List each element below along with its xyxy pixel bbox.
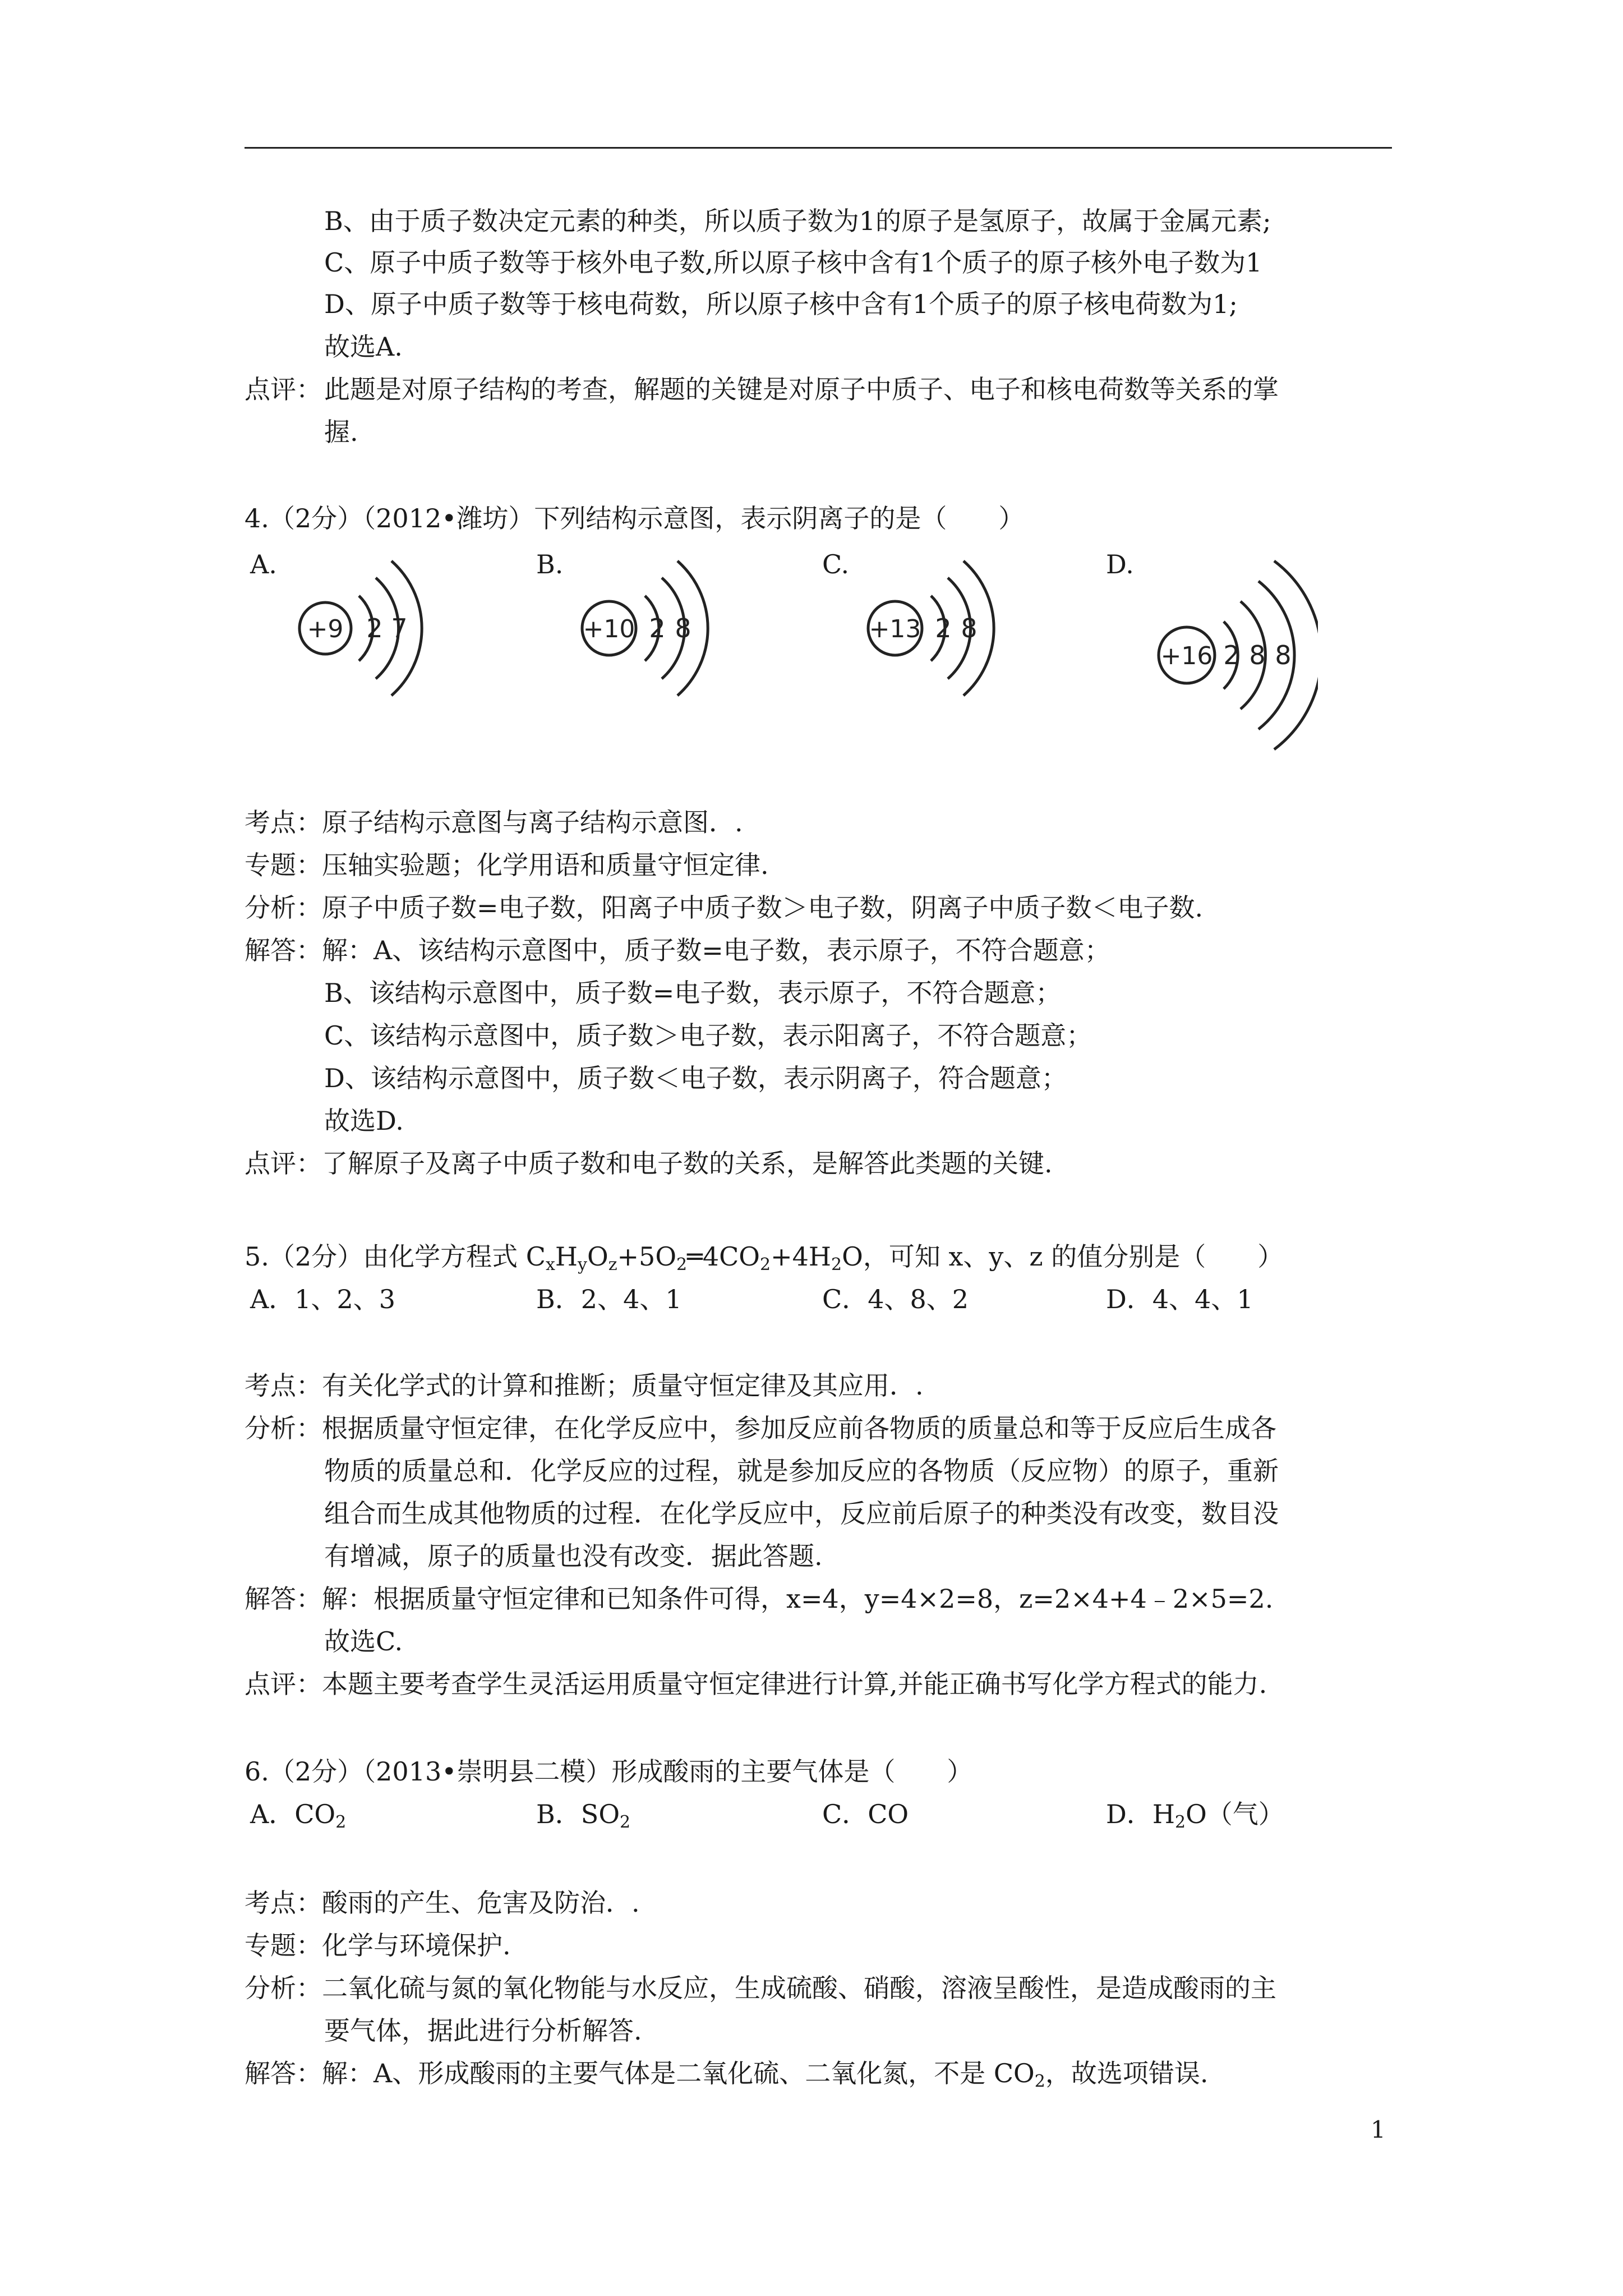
q3-comment-line-1: 此题是对原子结构的考查，解题的关键是对原子中质子、电子和核电荷数等关系的掌 xyxy=(324,374,1279,404)
shell-electron-count-1: 2 xyxy=(935,613,952,643)
q6-fenxi-1: 分析：二氧化硫与氮的氧化物能与水反应，生成硫酸、硝酸，溶液呈酸性，是造成酸雨的主 xyxy=(245,1973,1276,2003)
atom-diagram-a xyxy=(292,539,426,718)
q5-option-c: C．4、8、2 xyxy=(822,1284,969,1314)
nucleus-charge: +10 xyxy=(583,615,635,643)
nucleus-charge: +13 xyxy=(869,615,921,643)
q5-stem: 5.（2分）由化学方程式 $C_xH_yO_z+5O_2═4CO_2+4H_2O$，可知 x、y、z 的值分别是（ ） xyxy=(245,1241,1284,1274)
q4-jieda-c: C、该结构示意图中，质子数＞电子数，表示阳离子，不符合题意； xyxy=(324,1020,1092,1051)
q3-option-b-explanation: B、由于质子数决定元素的种类，所以质子数为1的原子是氢原子，故属于金属元素; xyxy=(324,206,1271,236)
q6-option-b: B．$SO_2$ xyxy=(536,1799,631,1832)
q6-fenxi-2: 要气体，据此进行分析解答. xyxy=(324,2016,642,2046)
q3-comment-line-2: 握. xyxy=(324,417,358,447)
q5-fenxi-3: 组合而生成其他物质的过程．在化学反应中，反应前后原子的种类没有改变，数目没 xyxy=(324,1498,1279,1529)
q4-jieda: 解答：解：A、该结构示意图中，质子数=电子数，表示原子，不符合题意； xyxy=(245,935,1110,965)
q4-jieda-d: D、该结构示意图中，质子数＜电子数，表示阴离子，符合题意； xyxy=(324,1063,1067,1093)
q6-zhuanti: 专题：化学与环境保护. xyxy=(245,1930,511,1961)
q5-option-b: B．2、4、1 xyxy=(536,1284,682,1314)
page-number: 1 xyxy=(1371,2116,1386,2143)
q4-dianping: 点评：了解原子及离子中质子数和电子数的关系，是解答此类题的关键. xyxy=(245,1148,1053,1179)
shell-electron-count-3: 8 xyxy=(1275,640,1292,670)
atom-diagram-b xyxy=(578,539,712,718)
q4-option-c-letter: C. xyxy=(822,549,850,579)
q5-option-a: A．1、2、3 xyxy=(250,1284,396,1314)
q4-stem: 4.（2分）（2012•潍坊）下列结构示意图，表示阴离子的是（ ） xyxy=(245,503,1025,533)
q5-fenxi-4: 有增减，原子的质量也没有改变．据此答题. xyxy=(324,1541,823,1571)
q4-zhuanti: 专题：压轴实验题；化学用语和质量守恒定律. xyxy=(245,850,769,880)
q4-fenxi: 分析：原子中质子数=电子数，阳离子中质子数＞电子数，阴离子中质子数＜电子数. xyxy=(245,892,1204,923)
q4-kaodian: 考点：原子结构示意图与离子结构示意图．. xyxy=(245,807,743,838)
shell-electron-count-2: 8 xyxy=(1249,640,1266,670)
q6-stem: 6.（2分）（2013•崇明县二模）形成酸雨的主要气体是（ ） xyxy=(245,1756,973,1787)
shell-electron-count-1: 2 xyxy=(366,613,383,643)
q5-option-d: D．4、4、1 xyxy=(1106,1284,1253,1314)
q4-jieda-b: B、该结构示意图中，质子数=电子数，表示原子，不符合题意； xyxy=(324,978,1062,1008)
q3-answer: 故选A. xyxy=(324,332,403,362)
atom-diagram-d xyxy=(1150,539,1318,763)
q5-fenxi-1: 分析：根据质量守恒定律，在化学反应中，参加反应前各物质的质量总和等于反应后生成各 xyxy=(245,1413,1276,1443)
q6-option-d: D．$H_2O$（气） xyxy=(1106,1799,1284,1832)
q5-fenxi-2: 物质的质量总和．化学反应的过程，就是参加反应的各物质（反应物）的原子，重新 xyxy=(324,1456,1279,1486)
q4-option-b-letter: B. xyxy=(536,549,564,579)
q4-option-a-letter: A. xyxy=(250,549,277,579)
nucleus-charge: +16 xyxy=(1160,642,1213,670)
q5-answer: 故选C. xyxy=(324,1626,403,1657)
shell-electron-count-2: 7 xyxy=(391,613,408,643)
q3-option-d-explanation: D、原子中质子数等于核电荷数，所以原子核中含有1个质子的原子核电荷数为1; xyxy=(324,289,1238,319)
atom-diagram-c xyxy=(864,539,998,718)
q4-answer: 故选D. xyxy=(324,1106,404,1136)
q5-kaodian: 考点：有关化学式的计算和推断；质量守恒定律及其应用．. xyxy=(245,1370,924,1401)
q4-option-d-letter: D. xyxy=(1106,549,1134,579)
q3-comment-label: 点评： xyxy=(245,374,322,404)
q3-option-c-explanation: C、原子中质子数等于核外电子数,所以原子核中含有1个质子的原子核外电子数为1 xyxy=(324,247,1262,278)
q6-option-c: C．CO xyxy=(822,1799,909,1829)
q6-option-a: A．$CO_2$ xyxy=(250,1799,347,1832)
nucleus-charge: +9 xyxy=(307,615,344,643)
shell-electron-count-1: 2 xyxy=(1223,640,1240,670)
q5-dianping: 点评：本题主要考查学生灵活运用质量守恒定律进行计算,并能正确书写化学方程式的能力. xyxy=(245,1669,1267,1699)
shell-electron-count-1: 2 xyxy=(649,613,666,643)
shell-electron-count-2: 8 xyxy=(675,613,691,643)
q5-jieda: 解答：解：根据质量守恒定律和已知条件可得，x=4，y=4×2=8，z=2×4+4﹣2×5=2. xyxy=(245,1584,1274,1614)
shell-electron-count-2: 8 xyxy=(961,613,978,643)
header-rule xyxy=(245,147,1392,149)
q6-kaodian: 考点：酸雨的产生、危害及防治．. xyxy=(245,1888,640,1918)
q6-jieda: 解答：解：A、形成酸雨的主要气体是二氧化硫、二氧化氮，不是 $CO_2$，故选项错误. xyxy=(245,2058,1209,2091)
